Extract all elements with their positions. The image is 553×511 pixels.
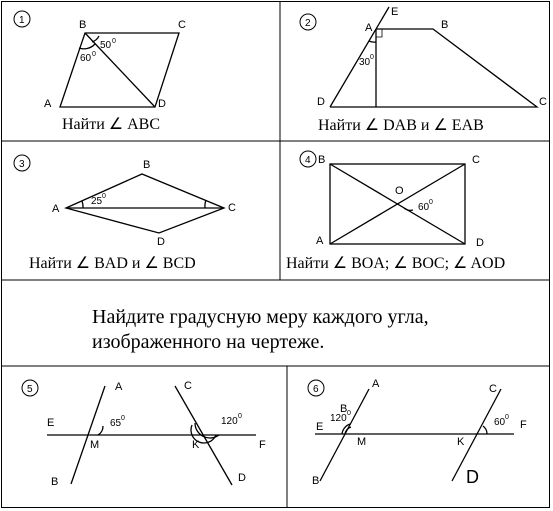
panel-number: 2 <box>305 18 311 29</box>
vertex-label-d: D <box>158 98 166 110</box>
task-text: Найти ∠ BOA; ∠ BOC; ∠ AOD <box>286 255 506 272</box>
vertex-label-a: A <box>44 98 52 110</box>
angle-label-60: 60 <box>494 417 506 428</box>
right-angle-mark <box>376 29 382 37</box>
panel-number: 5 <box>27 384 33 395</box>
point-label-k: K <box>457 436 465 448</box>
vertex-label-d: D <box>317 96 325 108</box>
degree-sign: 0 <box>112 38 116 45</box>
vertex-label-d: D <box>476 237 484 249</box>
point-label-e: E <box>316 421 324 433</box>
angle-label-50: 50 <box>100 40 112 51</box>
angle-label-60: 60 <box>418 202 430 213</box>
point-label-f: F <box>259 439 266 451</box>
vertex-label-b: B <box>441 19 449 31</box>
task-text: Найти ∠ DAB и ∠ EAB <box>318 117 484 134</box>
point-label-e: E <box>47 417 55 429</box>
angle-label-120: 120 <box>330 413 347 424</box>
point-label-a: A <box>115 381 123 393</box>
point-label-m: M <box>90 439 100 451</box>
angle-arc <box>483 426 487 434</box>
point-label-e: E <box>391 6 399 18</box>
vertex-label-a: A <box>316 235 324 247</box>
vertex-label-c: C <box>539 96 547 108</box>
point-label-b: B <box>51 476 59 488</box>
trapezoid-sides <box>330 29 537 107</box>
instruction-block <box>92 306 429 353</box>
point-label-b-lower: B <box>312 475 320 487</box>
point-label-c: C <box>184 380 192 392</box>
panel-3 <box>14 155 236 272</box>
angle-label-65: 65 <box>110 418 122 429</box>
vertex-label-b: B <box>318 154 326 166</box>
degree-sign: 0 <box>505 414 509 421</box>
panel-number: 3 <box>19 159 25 170</box>
degree-sign: 0 <box>370 54 374 61</box>
vertex-label-a: A <box>52 203 60 215</box>
point-label-k: K <box>192 439 200 451</box>
degree-sign: 0 <box>102 193 106 200</box>
vertex-label-a: A <box>365 22 373 34</box>
vertex-label-b: B <box>143 159 151 171</box>
angle-arc <box>369 41 376 42</box>
instruction-line-1: Найдите градусную меру каждого угла, <box>92 306 429 328</box>
point-label-o: O <box>395 185 404 197</box>
point-label-c: C <box>489 383 497 395</box>
angle-arc <box>92 36 99 42</box>
panel-number: 4 <box>305 155 311 166</box>
angle-arc <box>404 208 413 210</box>
task-text: Найти ∠ BAD и ∠ BCD <box>29 255 196 272</box>
vertex-label-c: C <box>228 202 236 214</box>
angle-arc <box>345 427 351 434</box>
vertex-label-d: D <box>157 236 165 248</box>
degree-sign: 0 <box>121 415 125 422</box>
rhombus-abcd <box>66 174 224 233</box>
diagonal-bd <box>85 33 155 107</box>
task-text: Найти ∠ ABC <box>62 116 161 133</box>
degree-sign: 0 <box>347 410 351 417</box>
angle-arc <box>98 426 103 435</box>
rectangle-abcd <box>330 164 465 244</box>
degree-sign: 0 <box>238 413 242 420</box>
panel-1 <box>14 11 186 133</box>
point-label-m: M <box>357 436 367 448</box>
vertex-label-b: B <box>79 19 87 31</box>
point-label-d: D <box>466 467 479 487</box>
angle-arc <box>205 200 206 208</box>
panel-6 <box>308 378 527 487</box>
point-label-b: B <box>340 403 348 415</box>
angle-label-25: 25 <box>91 196 103 207</box>
panel-number: 1 <box>19 15 25 26</box>
vertex-label-c: C <box>472 154 480 166</box>
panel-2 <box>300 6 547 134</box>
point-label-f: F <box>520 419 527 431</box>
panel-5 <box>22 380 266 488</box>
angle-label-60: 60 <box>80 53 92 64</box>
angle-label-30: 30 <box>359 57 371 68</box>
panel-number: 6 <box>313 384 319 395</box>
degree-sign: 0 <box>429 199 433 206</box>
angle-arc <box>82 201 83 208</box>
intersecting-lines <box>47 386 256 485</box>
vertex-label-c: C <box>178 19 186 31</box>
point-label-a: A <box>372 378 380 390</box>
instruction-line-2: изображенного на чертеже. <box>92 331 325 353</box>
parallelogram-abcd <box>60 33 179 107</box>
point-label-d: D <box>238 472 246 484</box>
angle-label-120: 120 <box>221 416 238 427</box>
panel-4 <box>286 151 505 272</box>
degree-sign: 0 <box>92 51 96 58</box>
